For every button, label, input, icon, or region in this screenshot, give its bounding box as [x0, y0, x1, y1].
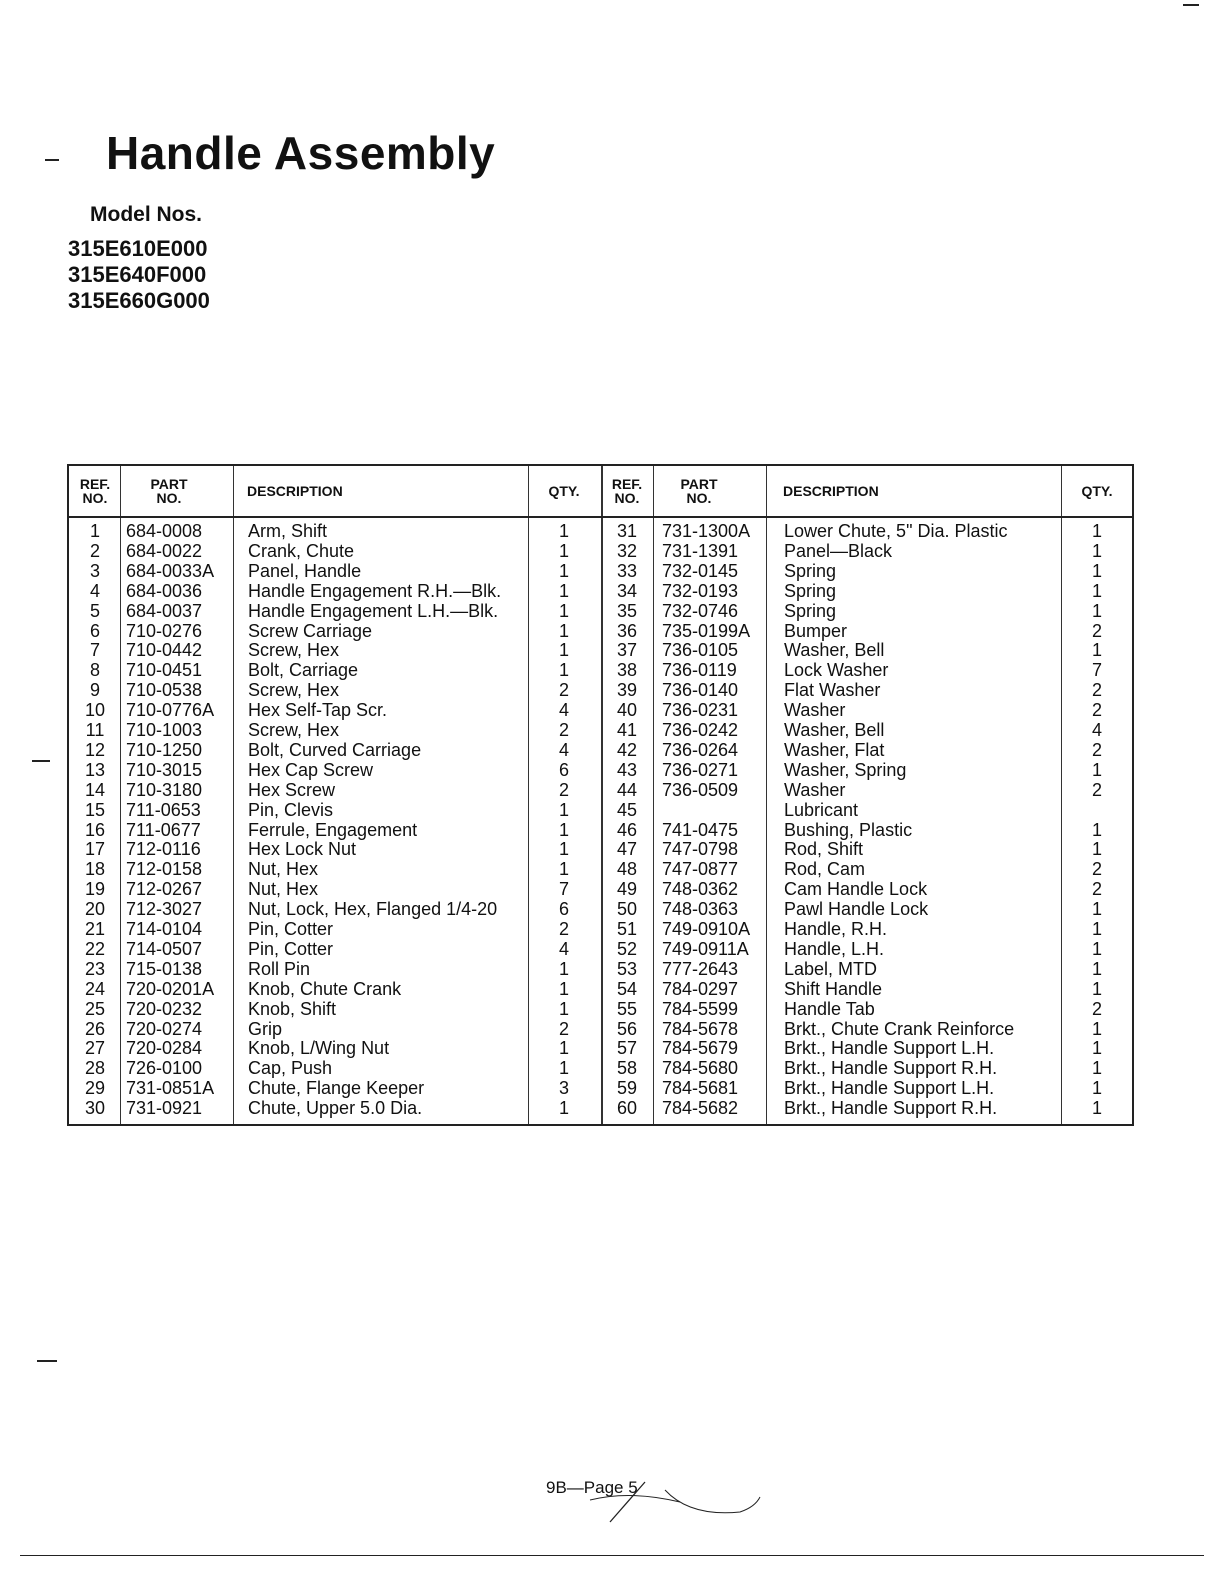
quantity: 1 [1091, 640, 1102, 661]
quantity: 2 [558, 720, 569, 740]
description: Washer [784, 779, 846, 800]
ref-number: 29 [84, 1078, 106, 1099]
part-number: 731-0851A [126, 1078, 215, 1099]
description: Cam Handle Lock [784, 879, 928, 900]
quantity: 1 [558, 521, 569, 541]
ref-number: 14 [84, 779, 106, 800]
description: Brkt., Handle Support R.H. [784, 1098, 998, 1119]
ref-number: 9 [89, 680, 100, 701]
quantity: 2 [1091, 998, 1102, 1019]
description: Shift Handle [784, 978, 883, 999]
quantity: 1 [558, 640, 569, 661]
description: Brkt., Handle Support R.H. [784, 1058, 998, 1079]
ref-number: 39 [616, 680, 638, 701]
header-qty: QTY. [1081, 483, 1113, 499]
ref-number: 48 [616, 859, 638, 880]
description: Lubricant [784, 799, 859, 820]
ref-number: 56 [616, 1018, 638, 1039]
ref-number: 50 [616, 899, 638, 920]
description: Knob, L/Wing Nut [248, 1038, 390, 1059]
ref-number: 11 [85, 720, 105, 740]
quantity: 1 [1091, 938, 1102, 959]
ref-number: 22 [84, 938, 106, 959]
part-number: 710-0538 [126, 680, 203, 701]
quantity: 1 [558, 620, 569, 641]
ref-number: 51 [616, 919, 638, 939]
description: Handle, L.H. [784, 938, 885, 959]
quantity: 2 [558, 680, 569, 701]
description: Nut, Lock, Hex, Flanged 1/4-20 [248, 899, 498, 920]
ref-number: 54 [616, 978, 638, 999]
description: Ferrule, Engagement [248, 819, 418, 840]
part-number: 710-0776A [126, 700, 215, 721]
part-number: 684-0033A [126, 560, 215, 581]
ref-number: 27 [84, 1038, 106, 1059]
header-part: PART NO. [150, 476, 188, 506]
ref-number: 46 [616, 819, 638, 840]
quantity: 7 [558, 879, 569, 900]
ref-number: 17 [84, 839, 106, 860]
part-number: 731-0921 [126, 1098, 203, 1119]
ref-number: 20 [84, 899, 106, 920]
table-row [69, 899, 1132, 919]
quantity: 1 [558, 560, 569, 581]
model-number: 315E660G000 [68, 288, 210, 313]
description: Handle, R.H. [784, 919, 888, 939]
quantity: 2 [1091, 859, 1102, 880]
quantity: 1 [558, 1038, 569, 1059]
ref-number: 36 [616, 620, 638, 641]
ref-number: 24 [84, 978, 106, 999]
header-description: DESCRIPTION [783, 483, 879, 499]
part-number: 684-0036 [126, 580, 203, 601]
description: Nut, Hex [248, 879, 319, 900]
model-number: 315E610E000 [68, 236, 208, 261]
part-number: 715-0138 [126, 958, 203, 979]
page-title: Handle Assembly [106, 127, 496, 179]
description: Bolt, Curved Carriage [248, 739, 422, 760]
table-row [69, 640, 1132, 660]
description: Panel, Handle [248, 560, 362, 581]
quantity: 1 [1091, 958, 1102, 979]
bottom-rule [20, 1555, 1204, 1556]
quantity: 4 [1091, 720, 1102, 740]
table-row [69, 700, 1132, 720]
ref-number: 40 [616, 700, 638, 721]
ref-number: 10 [84, 700, 106, 721]
description: Spring [784, 580, 837, 601]
table-row [69, 919, 1132, 939]
ref-number: 8 [89, 660, 100, 681]
table-row [69, 820, 1132, 840]
description: Chute, Upper 5.0 Dia. [248, 1098, 423, 1119]
description: Washer [784, 700, 846, 721]
description: Washer, Spring [784, 759, 907, 780]
ref-number: 38 [616, 660, 638, 681]
quantity: 1 [558, 600, 569, 621]
part-number: 710-0442 [126, 640, 203, 661]
quantity: 1 [558, 660, 569, 681]
table-row [69, 581, 1132, 601]
ref-number: 7 [89, 640, 100, 661]
table-row [69, 879, 1132, 899]
description: Rod, Shift [784, 839, 864, 860]
part-number: 720-0201A [126, 978, 215, 999]
ref-number: 49 [616, 879, 638, 900]
description: Arm, Shift [248, 521, 328, 541]
ref-number: 58 [616, 1058, 638, 1079]
ref-number: 45 [616, 799, 638, 820]
part-number: 711-0653 [126, 799, 201, 820]
ref-number: 55 [616, 998, 638, 1019]
ref-number: 52 [616, 938, 638, 959]
part-number: 736-0140 [662, 680, 739, 701]
part-number: 712-0267 [126, 879, 203, 900]
model-label: Model Nos. [90, 203, 203, 226]
description: Spring [784, 560, 837, 581]
ref-number: 44 [616, 779, 638, 800]
table-row [69, 839, 1132, 859]
quantity: 1 [558, 580, 569, 601]
table-row [69, 720, 1132, 740]
description: Grip [248, 1018, 283, 1039]
ref-number: 13 [84, 759, 106, 780]
part-number: 736-0105 [662, 640, 739, 661]
part-number: 710-3180 [126, 779, 203, 800]
quantity: 1 [1091, 1078, 1102, 1099]
ref-number: 4 [89, 580, 100, 601]
description: Washer, Bell [784, 720, 885, 740]
description: Cap, Push [248, 1058, 333, 1079]
header-part: PART NO. [680, 476, 718, 506]
part-number: 720-0232 [126, 998, 203, 1019]
description: Pawl Handle Lock [784, 899, 929, 920]
table-row [69, 1058, 1132, 1078]
ref-number: 25 [84, 998, 106, 1019]
ref-number: 12 [84, 739, 106, 760]
quantity: 1 [1091, 600, 1102, 621]
table-row [69, 760, 1132, 780]
part-number: 684-0008 [126, 521, 203, 541]
part-number: 736-0264 [662, 739, 739, 760]
part-number: 714-0104 [126, 919, 203, 939]
part-number: 784-5681 [662, 1078, 739, 1099]
part-number: 784-0297 [662, 978, 739, 999]
part-number: 736-0271 [662, 759, 739, 780]
ref-number: 15 [84, 799, 106, 820]
description: Panel—Black [784, 540, 893, 561]
ref-number: 19 [84, 879, 106, 900]
quantity: 2 [1091, 700, 1102, 721]
table-row [69, 859, 1132, 879]
ref-number: 57 [616, 1038, 638, 1059]
description: Brkt., Handle Support L.H. [784, 1038, 995, 1059]
table-row [69, 1078, 1132, 1098]
header-divider [69, 516, 1132, 518]
ref-number: 42 [616, 739, 638, 760]
description: Bolt, Carriage [248, 660, 359, 681]
part-number: 731-1300A [662, 521, 751, 541]
table-row [69, 541, 1132, 561]
table-row [69, 521, 1132, 541]
header-ref: REF. NO. [79, 476, 111, 506]
table-row [69, 999, 1132, 1019]
part-number: 711-0677 [126, 819, 201, 840]
ref-number: 23 [84, 958, 106, 979]
table-row [69, 800, 1132, 820]
description: Rod, Cam [784, 859, 866, 880]
part-number: 749-0911A [662, 938, 749, 959]
quantity: 1 [558, 958, 569, 979]
description: Pin, Cotter [248, 919, 334, 939]
table-row [69, 1038, 1132, 1058]
ref-number: 37 [616, 640, 638, 661]
quantity: 4 [558, 700, 569, 721]
description: Roll Pin [248, 958, 311, 979]
margin-mark [45, 159, 59, 161]
part-number: 710-0276 [126, 620, 203, 641]
ref-number: 18 [84, 859, 106, 880]
part-number: 684-0022 [126, 540, 203, 561]
margin-mark [1183, 4, 1199, 6]
description: Bushing, Plastic [784, 819, 913, 840]
table-row [69, 979, 1132, 999]
quantity: 1 [558, 1098, 569, 1119]
ref-number: 60 [616, 1098, 638, 1119]
model-list [68, 236, 210, 314]
header-qty: QTY. [548, 483, 580, 499]
table-row [69, 660, 1132, 680]
description: Pin, Clevis [248, 799, 334, 820]
description: Pin, Cotter [248, 938, 334, 959]
ref-number: 47 [616, 839, 638, 860]
description: Knob, Shift [248, 998, 337, 1019]
part-number: 741-0475 [662, 819, 739, 840]
margin-mark [32, 760, 50, 762]
quantity: 1 [558, 978, 569, 999]
quantity: 1 [558, 859, 569, 880]
ref-number: 31 [616, 521, 638, 541]
ref-number: 2 [89, 540, 100, 561]
part-number: 732-0746 [662, 600, 739, 621]
quantity: 1 [1091, 1018, 1102, 1039]
quantity: 1 [558, 819, 569, 840]
quantity: 2 [1091, 680, 1102, 701]
description: Handle Engagement R.H.—Blk. [248, 580, 502, 601]
quantity: 1 [1091, 1098, 1102, 1119]
quantity: 2 [1091, 620, 1102, 641]
table-row [69, 939, 1132, 959]
quantity: 2 [558, 1018, 569, 1039]
description: Lock Washer [784, 660, 889, 681]
table-row [69, 601, 1132, 621]
table-row [69, 621, 1132, 641]
description: Knob, Chute Crank [248, 978, 402, 999]
table-row [69, 740, 1132, 760]
part-number: 736-0231 [662, 700, 739, 721]
part-number: 712-0116 [126, 839, 201, 860]
description: Handle Engagement L.H.—Blk. [248, 600, 499, 621]
table-row [69, 680, 1132, 700]
table-row [69, 1019, 1132, 1039]
parts-table [67, 464, 1134, 1126]
part-number: 748-0363 [662, 899, 739, 920]
part-number: 731-1391 [662, 540, 739, 561]
part-number: 735-0199A [662, 620, 751, 641]
ref-number: 33 [616, 560, 638, 581]
ref-number: 30 [84, 1098, 106, 1119]
description: Screw, Hex [248, 680, 340, 701]
table-row [69, 561, 1132, 581]
description: Bumper [784, 620, 848, 641]
quantity: 6 [558, 759, 569, 780]
part-number: 784-5679 [662, 1038, 739, 1059]
part-number: 784-5682 [662, 1098, 739, 1119]
description: Hex Screw [248, 779, 336, 800]
quantity: 1 [558, 540, 569, 561]
description: Handle Tab [784, 998, 875, 1019]
description: Lower Chute, 5" Dia. Plastic [784, 521, 1008, 541]
ref-number: 21 [84, 919, 106, 939]
description: Label, MTD [784, 958, 878, 979]
description: Flat Washer [784, 680, 881, 701]
ref-number: 1 [89, 521, 100, 541]
part-number: 777-2643 [662, 958, 739, 979]
part-number: 747-0798 [662, 839, 739, 860]
ref-number: 34 [616, 580, 638, 601]
pen-scribble [570, 1462, 770, 1532]
description: Screw, Hex [248, 640, 340, 661]
ref-number: 5 [89, 600, 100, 621]
description: Chute, Flange Keeper [248, 1078, 425, 1099]
quantity: 7 [1091, 660, 1102, 681]
quantity: 2 [1091, 739, 1102, 760]
header-ref: REF. NO. [611, 476, 643, 506]
part-number: 749-0910A [662, 919, 751, 939]
part-number: 726-0100 [126, 1058, 203, 1079]
quantity: 1 [1091, 1038, 1102, 1059]
ref-number: 16 [84, 819, 106, 840]
part-number: 710-0451 [126, 660, 203, 681]
description: Hex Cap Screw [248, 759, 374, 780]
part-number: 710-1250 [126, 739, 203, 760]
part-number: 732-0145 [662, 560, 739, 581]
quantity: 1 [1091, 839, 1102, 860]
model-number: 315E640F000 [68, 262, 207, 287]
quantity: 3 [558, 1078, 569, 1099]
quantity: 1 [1091, 759, 1102, 780]
quantity: 1 [1091, 978, 1102, 999]
part-number: 784-5680 [662, 1058, 739, 1079]
quantity: 4 [558, 938, 569, 959]
page-footer: 9B—Page 5 [546, 1478, 638, 1497]
description: Screw, Hex [248, 720, 340, 740]
part-number: 720-0274 [126, 1018, 203, 1039]
quantity: 2 [1091, 779, 1102, 800]
part-number: 712-3027 [126, 899, 203, 920]
description: Washer, Bell [784, 640, 885, 661]
ref-number: 28 [84, 1058, 106, 1079]
description: Spring [784, 600, 837, 621]
part-number: 720-0284 [126, 1038, 203, 1059]
part-number: 732-0193 [662, 580, 739, 601]
quantity: 1 [558, 998, 569, 1019]
quantity: 1 [558, 839, 569, 860]
part-number: 748-0362 [662, 879, 739, 900]
margin-mark [37, 1360, 57, 1362]
part-number: 684-0037 [126, 600, 203, 621]
part-number: 714-0507 [126, 938, 203, 959]
ref-number: 26 [84, 1018, 106, 1039]
ref-number: 32 [616, 540, 638, 561]
description: Hex Self-Tap Scr. [248, 700, 388, 721]
ref-number: 41 [616, 720, 638, 740]
quantity: 1 [1091, 580, 1102, 601]
quantity: 2 [1091, 879, 1102, 900]
quantity: 1 [1091, 560, 1102, 581]
description: Brkt., Handle Support L.H. [784, 1078, 995, 1099]
ref-number: 6 [89, 620, 100, 641]
ref-number: 53 [616, 958, 638, 979]
part-number: 736-0242 [662, 720, 739, 740]
ref-number: 35 [616, 600, 638, 621]
part-number: 736-0119 [662, 660, 737, 681]
description: Brkt., Chute Crank Reinforce [784, 1018, 1015, 1039]
quantity: 2 [558, 779, 569, 800]
table-row [69, 1098, 1132, 1118]
quantity: 2 [558, 919, 569, 939]
part-number: 747-0877 [662, 859, 739, 880]
quantity: 1 [1091, 1058, 1102, 1079]
quantity: 1 [1091, 521, 1102, 541]
quantity: 1 [1091, 899, 1102, 920]
part-number: 710-3015 [126, 759, 203, 780]
table-row [69, 780, 1132, 800]
description: Crank, Chute [248, 540, 355, 561]
description: Nut, Hex [248, 859, 319, 880]
quantity: 1 [558, 1058, 569, 1079]
ref-number: 43 [616, 759, 638, 780]
quantity: 1 [558, 799, 569, 820]
quantity: 1 [1091, 919, 1102, 939]
part-number: 736-0509 [662, 779, 739, 800]
quantity: 6 [558, 899, 569, 920]
quantity: 4 [558, 739, 569, 760]
part-number: 784-5599 [662, 998, 739, 1019]
quantity: 1 [1091, 540, 1102, 561]
header-description: DESCRIPTION [247, 483, 343, 499]
table-row [69, 959, 1132, 979]
part-number: 784-5678 [662, 1018, 739, 1039]
part-number: 712-0158 [126, 859, 203, 880]
ref-number: 3 [89, 560, 100, 581]
description: Hex Lock Nut [248, 839, 357, 860]
ref-number: 59 [616, 1078, 638, 1099]
description: Screw Carriage [248, 620, 373, 641]
quantity: 1 [1091, 819, 1102, 840]
part-number: 710-1003 [126, 720, 203, 740]
description: Washer, Flat [784, 739, 885, 760]
